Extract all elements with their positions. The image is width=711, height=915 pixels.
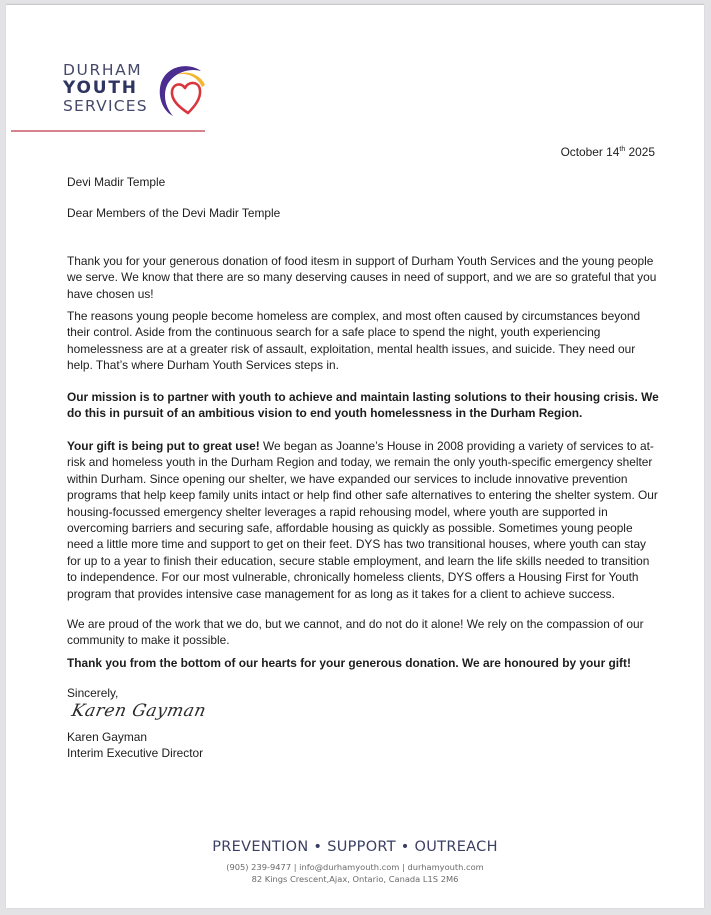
heart-arc-logo-icon <box>157 63 209 119</box>
logo-line-youth: YOUTH <box>63 78 138 98</box>
paragraph-mission: Our mission is to partner with youth to achieve and maintain lasting solutions to their housing crisis. We do this in pursuit of an ambitious vision to end youth homelessness in the Durham Region. <box>67 390 659 421</box>
logo-line-services: SERVICES <box>63 97 148 115</box>
paragraph-gift-use <box>67 438 659 602</box>
footer-contact: (905) 239-9477 | info@durhamyouth.com | durhamyouth.com <box>226 862 484 872</box>
handwritten-signature: Karen Gayman <box>69 701 209 721</box>
paragraph-reasons: The reasons young people become homeless are complex, and most often caused by circumstances beyond their control. Aside from the continuous search for a safe place to spend the night, youth experiencing homelessness are at a greater risk of assault, exploitation, mental health issues, and suicide. They need our help. That’s where Durham Youth Services steps in. <box>67 309 641 373</box>
date-ordinal: th <box>619 146 626 153</box>
signer-title: Interim Executive Director <box>67 746 204 760</box>
date-text: October 14 <box>560 145 620 159</box>
paragraph-proud: We are proud of the work that we do, but we cannot, and do not do it alone! We rely on the compassion of our community to make it possible. <box>67 617 644 648</box>
durham-youth-services-logo <box>63 63 208 119</box>
signer-name: Karen Gayman <box>67 730 147 744</box>
letter-page <box>6 4 704 908</box>
gift-use-lead: Your gift is being put to great use! <box>67 439 260 453</box>
footer-tagline: PREVENTION • SUPPORT • OUTREACH <box>212 839 498 855</box>
salutation: Dear Members of the Devi Madir Temple <box>67 206 281 220</box>
letter-date <box>561 145 655 159</box>
paragraph-thank-you: Thank you for your generous donation of food itesm in support of Durham Youth Services and the young people we serve. We know that there are so many deserving causes in need of support, and we are so grateful that you have chosen us! <box>67 254 657 301</box>
header-divider <box>11 130 205 132</box>
footer-address: 82 Kings Crescent,Ajax, Ontario, Canada L1S 2M6 <box>251 874 459 884</box>
gift-use-body: We began as Joanne’s House in 2008 providing a variety of services to at-risk and homeless youth in the Durham Region and today, we remain the only youth-specific emergency shelter within Durham. Since opening our shelter, we have expanded our services to include innovative prevention programs that help keep family units intact or help find other safe alternatives to entering the shelter system. Our housing-focussed emergency shelter leverages a rapid rehousing model, where youth are supported in overcoming barriers and securing safe, affordable housing as quickly as possible. Sometimes young people need a little more time and support to get on their feet. DYS has two transitional houses, where youth can stay for up to a year to finish their education, secure stable employment, and learn the life skills needed to transition to independence. For our most vulnerable, chronically homeless clients, DYS offers a Housing First for Youth program that provides intensive case management for as long as it takes for a client to achieve success. <box>67 439 658 601</box>
closing: Sincerely, <box>67 686 119 700</box>
recipient: Devi Madir Temple <box>67 175 166 189</box>
logo-heart <box>172 83 200 113</box>
paragraph-closing-thanks: Thank you from the bottom of our hearts for your generous donation. We are honoured by your gift! <box>67 656 631 670</box>
logo-line-durham: DURHAM <box>63 61 143 79</box>
date-year: 2025 <box>625 145 655 159</box>
